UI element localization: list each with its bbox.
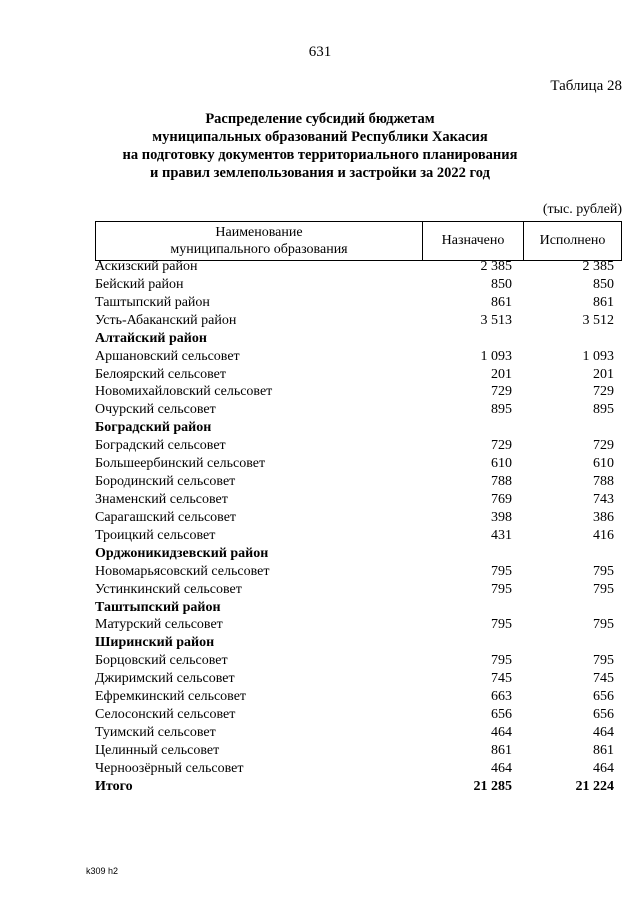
row-name: Усть-Абаканский район xyxy=(95,312,237,328)
row-name: Борцовский сельсовет xyxy=(95,653,228,669)
table-row xyxy=(95,491,622,509)
row-name: Матурский сельсовет xyxy=(95,617,223,633)
row-executed: 21 224 xyxy=(575,778,614,794)
row-planned: 201 xyxy=(491,366,512,382)
group-header-row xyxy=(95,545,622,563)
row-executed: 788 xyxy=(593,474,614,490)
table-header xyxy=(95,221,622,261)
row-planned: 663 xyxy=(491,689,512,705)
table-row xyxy=(95,724,622,742)
row-executed: 795 xyxy=(593,653,614,669)
group-header-row xyxy=(95,634,622,652)
table-row xyxy=(95,437,622,455)
header-planned-column: Назначено xyxy=(423,222,524,260)
row-name: Новомихайловский сельсовет xyxy=(95,384,273,400)
row-name: Новомарьясовский сельсовет xyxy=(95,563,270,579)
table-row xyxy=(95,366,622,384)
row-planned: 795 xyxy=(491,617,512,633)
table-row xyxy=(95,312,622,330)
row-planned: 398 xyxy=(491,509,512,525)
row-planned: 861 xyxy=(491,294,512,310)
title-line: на подготовку документов территориального планирования xyxy=(122,147,518,163)
group-header-row xyxy=(95,599,622,617)
document-title xyxy=(0,110,640,182)
row-executed: 795 xyxy=(593,581,614,597)
row-executed: 386 xyxy=(593,509,614,525)
row-executed: 416 xyxy=(593,527,614,543)
row-executed: 3 512 xyxy=(582,312,614,328)
title-line: и правил землепользования и застройки за 2022 год xyxy=(150,165,490,181)
row-planned: 1 093 xyxy=(480,348,512,364)
table-row xyxy=(95,527,622,545)
row-name: Джиримский сельсовет xyxy=(95,671,235,687)
row-executed: 745 xyxy=(593,671,614,687)
row-planned: 895 xyxy=(491,402,512,418)
table-row xyxy=(95,473,622,491)
title-line: муниципальных образований Республики Хакасия xyxy=(152,129,488,145)
row-planned: 788 xyxy=(491,474,512,490)
row-planned: 3 513 xyxy=(480,312,512,328)
row-name: Большеербинский сельсовет xyxy=(95,456,266,472)
row-name: Аршановский сельсовет xyxy=(95,348,240,364)
footer-code: k309 h2 xyxy=(86,866,119,876)
group-header-row xyxy=(95,419,622,437)
row-name: Троицкий сельсовет xyxy=(95,527,216,543)
row-executed: 895 xyxy=(593,402,614,418)
table-row xyxy=(95,276,622,294)
row-executed: 610 xyxy=(593,456,614,472)
row-name: Устинкинский сельсовет xyxy=(95,581,242,597)
row-executed: 861 xyxy=(593,742,614,758)
table-row xyxy=(95,616,622,634)
row-planned: 464 xyxy=(491,760,512,776)
row-planned: 656 xyxy=(491,707,512,723)
row-planned: 21 285 xyxy=(473,778,512,794)
table-row xyxy=(95,581,622,599)
row-executed: 850 xyxy=(593,276,614,292)
row-name: Бородинский сельсовет xyxy=(95,474,236,490)
row-executed: 2 385 xyxy=(582,259,614,274)
page-number: 631 xyxy=(308,44,332,60)
row-planned: 795 xyxy=(491,581,512,597)
row-name: Белоярский сельсовет xyxy=(95,366,226,382)
table-row xyxy=(95,652,622,670)
row-executed: 464 xyxy=(593,724,614,740)
header-name-column xyxy=(96,222,423,260)
row-planned: 431 xyxy=(491,527,512,543)
row-executed: 795 xyxy=(593,617,614,633)
table-row xyxy=(95,383,622,401)
table-row xyxy=(95,760,622,778)
row-executed: 656 xyxy=(593,707,614,723)
row-name: Туимский сельсовет xyxy=(95,724,216,740)
header-name-line: Наименование xyxy=(215,225,303,240)
row-name: Итого xyxy=(95,778,133,794)
row-planned: 729 xyxy=(491,438,512,454)
row-name: Черноозёрный сельсовет xyxy=(95,760,244,776)
row-executed: 1 093 xyxy=(582,348,614,364)
row-name: Знаменский сельсовет xyxy=(95,491,228,507)
row-executed: 861 xyxy=(593,294,614,310)
row-planned: 2 385 xyxy=(480,259,512,274)
table-label: Таблица 28 xyxy=(550,78,622,94)
row-planned: 464 xyxy=(491,724,512,740)
row-executed: 656 xyxy=(593,689,614,705)
table-row xyxy=(95,688,622,706)
row-executed: 729 xyxy=(593,384,614,400)
row-planned: 861 xyxy=(491,742,512,758)
row-planned: 769 xyxy=(491,491,512,507)
row-name: Сарагашский сельсовет xyxy=(95,509,237,525)
row-executed: 201 xyxy=(593,366,614,382)
total-row xyxy=(95,778,622,796)
row-name: Аскизский район xyxy=(95,259,198,274)
row-executed: 743 xyxy=(593,491,614,507)
row-executed: 464 xyxy=(593,760,614,776)
row-planned: 729 xyxy=(491,384,512,400)
header-executed-column: Исполнено xyxy=(539,233,606,248)
row-name: Орджоникидзевский район xyxy=(95,545,269,561)
row-name: Таштыпский район xyxy=(95,294,210,310)
row-planned: 795 xyxy=(491,653,512,669)
row-name: Селосонский сельсовет xyxy=(95,707,236,723)
table-row xyxy=(95,563,622,581)
group-header-row xyxy=(95,330,622,348)
row-name: Боградский сельсовет xyxy=(95,438,226,454)
row-name: Алтайский район xyxy=(95,330,207,346)
row-executed: 795 xyxy=(593,563,614,579)
row-name: Целинный сельсовет xyxy=(95,742,220,758)
table-row xyxy=(95,294,622,312)
table-row xyxy=(95,742,622,760)
table-row xyxy=(95,670,622,688)
table-row xyxy=(95,348,622,366)
row-name: Ширинский район xyxy=(95,635,215,651)
table-row xyxy=(95,258,622,276)
table-row xyxy=(95,509,622,527)
row-name: Боградский район xyxy=(95,420,212,436)
table-row xyxy=(95,455,622,473)
row-planned: 795 xyxy=(491,563,512,579)
row-executed: 729 xyxy=(593,438,614,454)
units-label: (тыс. рублей) xyxy=(542,202,622,217)
header-name-line: муниципального образования xyxy=(170,242,348,257)
row-name: Ефремкинский сельсовет xyxy=(95,689,247,705)
row-name: Очурский сельсовет xyxy=(95,402,216,418)
row-planned: 745 xyxy=(491,671,512,687)
table-row xyxy=(95,401,622,419)
table-body xyxy=(95,258,622,796)
row-planned: 850 xyxy=(491,276,512,292)
title-line: Распределение субсидий бюджетам xyxy=(205,111,435,127)
row-planned: 610 xyxy=(491,456,512,472)
row-name: Таштыпский район xyxy=(95,599,221,615)
table-row xyxy=(95,706,622,724)
row-name: Бейский район xyxy=(95,276,184,292)
